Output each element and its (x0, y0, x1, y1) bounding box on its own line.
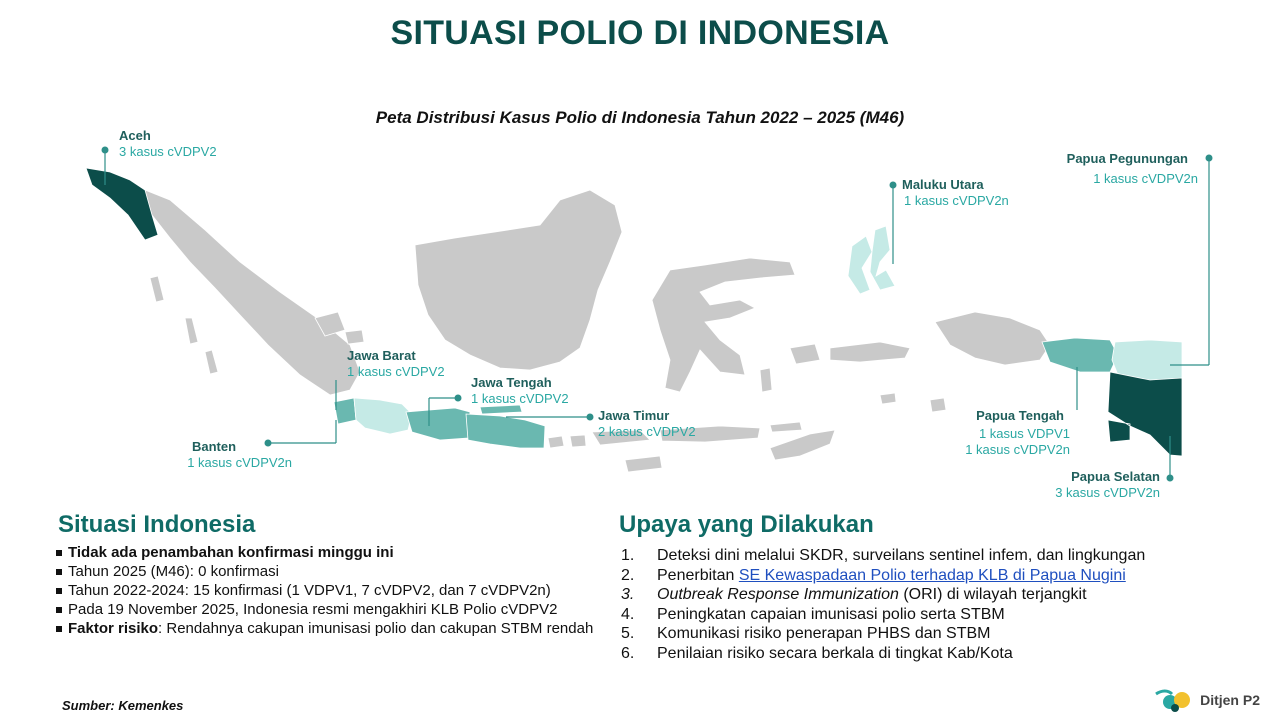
item-text: Penilaian risiko secara berkala di tingkat Kab/Kota (657, 644, 1013, 662)
jawa-tengah-pin-dot (455, 395, 462, 402)
list-item (56, 543, 616, 562)
island-belitung (345, 330, 364, 344)
region-cases: 1 kasus cVDPV2n (904, 193, 1009, 208)
list-item (619, 585, 1259, 605)
map-islands (140, 188, 1050, 472)
region-cases: 1 kasus cVDPV2n (1093, 171, 1198, 186)
island-papua-barat (935, 312, 1050, 365)
region-cases: 2 kasus cVDPV2 (598, 424, 696, 439)
region-name: Papua Selatan (1071, 469, 1160, 484)
island-buton (760, 368, 772, 392)
logo-text: Ditjen P2 (1200, 692, 1260, 708)
papua-pegunungan-pin-dot (1206, 155, 1213, 162)
se-kewaspadaan-link[interactable]: SE Kewaspadaan Polio terhadap KLB di Papua Nugini (738, 566, 1126, 584)
region-cases: 1 kasus cVDPV2 (347, 364, 445, 379)
papua-selatan-pin-dot (1167, 475, 1174, 482)
item-number: 3. (621, 586, 635, 603)
item-text: Peningkatan capaian imunisasi polio serta STBM (657, 605, 1005, 623)
item-text: Tahun 2025 (M46): 0 konfirmasi (68, 563, 279, 580)
item-italic: Outbreak Response Immunization (657, 586, 899, 603)
region-jawa-timur (466, 414, 545, 448)
item-text: Komunikasi risiko penerapan PHBS dan STBM (657, 625, 991, 642)
map-title: Peta Distribusi Kasus Polio di Indonesia Tahun 2022 – 2025 (M46) (375, 108, 905, 127)
item-bold: Tidak ada penambahan konfirmasi minggu ini (68, 544, 394, 561)
label-jawa-tengah (471, 375, 569, 407)
upaya-heading: Upaya yang Dilakukan (619, 511, 874, 538)
region-cases: 3 kasus cVDPV2 (119, 144, 217, 159)
region-aceh (86, 168, 158, 240)
label-papua-selatan (1030, 469, 1160, 501)
maluku-utara-pin-dot (890, 182, 897, 189)
region-name: Jawa Timur (598, 408, 670, 423)
label-jawa-timur (598, 408, 696, 440)
list-item (619, 566, 1259, 586)
item-text: (ORI) di wilayah terjangkit (898, 586, 1087, 603)
list-item (56, 619, 616, 638)
region-name: Papua Tengah (976, 408, 1064, 423)
region-name: Banten (192, 439, 237, 454)
region-banten (334, 398, 356, 424)
list-item (56, 600, 616, 619)
region-jawa-tengah (406, 408, 470, 440)
island-kalimantan (415, 190, 622, 370)
region-cases: 1 kasus cVDPV2n (187, 455, 292, 470)
list-item (56, 581, 616, 600)
island-sulawesi (652, 258, 795, 392)
situasi-heading: Situasi Indonesia (58, 511, 256, 538)
item-text: Pada 19 November 2025, Indonesia resmi mengakhiri KLB Polio cVDPV2 (68, 601, 558, 618)
region-name: Maluku Utara (902, 177, 984, 192)
region-cases-2: 1 kasus cVDPV2n (965, 442, 1070, 457)
region-name: Jawa Barat (347, 348, 416, 363)
region-name: Jawa Tengah (471, 375, 552, 390)
island-sumba (625, 456, 662, 472)
region-cases: 1 kasus cVDPV2 (471, 391, 569, 406)
situasi-list (56, 543, 616, 638)
item-number: 5. (621, 625, 635, 642)
item-text: Tahun 2022-2024: 15 konfirmasi (1 VDPV1, 7 cVDPV2, dan 7 cVDPV2n) (68, 582, 551, 599)
item-number: 2. (621, 566, 635, 584)
island-nias (150, 276, 164, 302)
label-papua-pegunungan (1040, 151, 1198, 187)
label-maluku-utara (902, 177, 1009, 209)
list-item (56, 562, 616, 581)
item-number: 1. (621, 547, 635, 564)
region-papua-selatan (1108, 372, 1182, 456)
item-text: Deteksi dini melalui SKDR, surveilans sentinel infem, dan lingkungan (657, 547, 1146, 564)
ditjen-p2-logo (1154, 688, 1260, 712)
island-bali (548, 436, 564, 448)
source-note: Sumber: Kemenkes (62, 698, 184, 713)
region-cases: 1 kasus VDPV1 (978, 426, 1070, 441)
upaya-list (619, 546, 1259, 663)
label-jawa-barat (347, 348, 445, 380)
list-item (619, 644, 1259, 664)
item-number: 6. (621, 644, 635, 662)
list-item (619, 605, 1259, 625)
jawa-timur-pin-dot (587, 414, 594, 421)
label-banten (140, 439, 292, 471)
item-number: 4. (621, 605, 635, 623)
region-name: Papua Pegunungan (1066, 151, 1188, 166)
page-title: SITUASI POLIO DI INDONESIA (390, 14, 890, 52)
label-aceh (119, 128, 217, 160)
label-papua-tengah (930, 408, 1070, 458)
ditjen-p2-logo-icon (1154, 688, 1194, 712)
list-item (619, 546, 1259, 566)
region-papua-tengah (1042, 338, 1118, 372)
region-jawa-barat (354, 398, 412, 434)
item-text: Penerbitan (657, 566, 739, 584)
island-mentawai (185, 318, 218, 374)
island-lombok (570, 435, 586, 447)
item-text: : Rendahnya cakupan imunisasi polio dan cakupan STBM rendah (158, 620, 594, 637)
region-cases: 3 kasus cVDPV2n (1055, 485, 1160, 500)
island-timor (770, 430, 835, 460)
item-bold: Faktor risiko (68, 620, 159, 637)
list-item (619, 624, 1259, 644)
region-maluku-utara (848, 226, 895, 294)
island-seram (830, 342, 910, 362)
island-buru (790, 344, 820, 364)
island-sumatra (140, 188, 360, 395)
region-name: Aceh (119, 128, 151, 143)
aceh-pin-dot (102, 147, 109, 154)
island-alor (770, 422, 802, 432)
